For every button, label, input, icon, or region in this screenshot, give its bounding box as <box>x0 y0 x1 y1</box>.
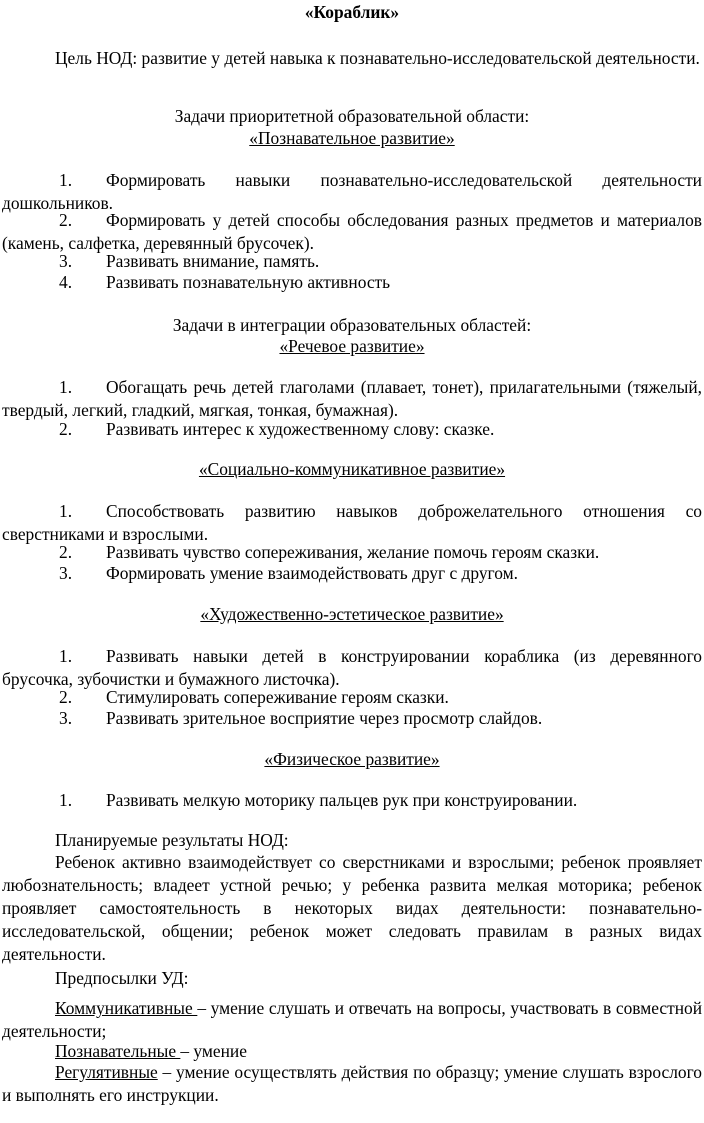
list-text: Развивать навыки детей в конструировании кораблика (из деревянного брусочка, зубочистки и бумажного листочка). <box>2 646 702 689</box>
list-item <box>2 645 702 691</box>
prerequisite-text: – умение осуществлять действия по образцу; умение слушать взрослого и выполнять его инструкции. <box>2 1062 702 1105</box>
list-number: 1. <box>59 501 73 521</box>
results-paragraph: Ребенок активно взаимодействует со сверстниками и взрослыми; ребенок проявляет любознательность; владеет устной речью; у ребенка развита мелкая моторика; ребенок проявляет самостоятельность в некоторых видах деятельности: познавательно-исследовательской, общении; ребенок может следовать правилам в разных видах деятельности. <box>2 852 702 964</box>
prerequisite-cognitive <box>2 1040 702 1063</box>
prerequisites-heading: Предпосылки УД: <box>55 968 189 988</box>
list-item <box>2 271 702 294</box>
goal-paragraph: Цель НОД: развитие у детей навыка к познавательно-исследовательской деятельности. <box>55 48 700 68</box>
list-number: 1. <box>59 170 73 190</box>
list-item <box>2 250 702 273</box>
social-area: «Социально-коммуникативное развитие» <box>198 459 506 479</box>
list-text: Развивать познавательную активность <box>106 272 391 292</box>
results-heading: Планируемые результаты НОД: <box>55 830 289 850</box>
list-text: Стимулировать сопереживание героям сказки. <box>106 687 449 707</box>
prerequisite-label: Регулятивные <box>55 1062 158 1082</box>
physical-area: «Физическое развитие» <box>264 749 440 769</box>
list-item <box>2 707 702 730</box>
list-number: 2. <box>59 687 73 707</box>
art-area: «Художественно-эстетическое развитие» <box>200 604 504 624</box>
prerequisite-label: Познавательные <box>55 1041 181 1061</box>
list-item <box>2 541 702 564</box>
list-number: 1. <box>59 646 73 666</box>
list-number: 3. <box>59 251 73 271</box>
list-item <box>2 209 702 255</box>
list-text: Развивать внимание, память. <box>106 251 320 271</box>
priority-area: «Познавательное развитие» <box>249 128 455 148</box>
list-text: Формировать у детей способы обследования разных предметов и материалов (камень, салфетка, деревянный брусочек). <box>2 210 702 253</box>
prerequisite-text: – умение слушать и отвечать на вопросы, участвовать в совместной деятельности; <box>2 998 702 1041</box>
prerequisite-label: Коммуникативные <box>55 998 198 1018</box>
list-number: 2. <box>59 210 73 230</box>
list-number: 1. <box>59 790 73 810</box>
prerequisite-communicative <box>2 997 702 1043</box>
list-text: Развивать чувство сопереживания, желание помочь героям сказки. <box>106 542 600 562</box>
list-text: Развивать интерес к художественному слову: сказке. <box>106 419 495 439</box>
list-text: Развивать зрительное восприятие через просмотр слайдов. <box>106 708 543 728</box>
list-number: 3. <box>59 563 73 583</box>
list-number: 1. <box>59 377 73 397</box>
integration-heading: Задачи в интеграции образовательных областей: <box>172 315 532 335</box>
list-text: Формировать умение взаимодействовать друг с другом. <box>106 563 518 583</box>
list-item <box>2 418 702 441</box>
list-item <box>2 686 702 709</box>
list-item <box>2 500 702 546</box>
list-text: Способствовать развитию навыков доброжелательного отношения со сверстниками и взрослыми. <box>2 501 702 544</box>
list-item <box>2 789 702 812</box>
list-number: 3. <box>59 708 73 728</box>
priority-heading: Задачи приоритетной образовательной области: <box>174 106 530 126</box>
list-text: Развивать мелкую моторику пальцев рук при конструировании. <box>106 790 578 810</box>
list-number: 2. <box>59 542 73 562</box>
list-item <box>2 376 702 422</box>
list-number: 2. <box>59 419 73 439</box>
prerequisite-regulative <box>2 1061 702 1107</box>
document-title: «Кораблик» <box>304 2 400 22</box>
list-text: Формировать навыки познавательно-исследовательской деятельности дошкольников. <box>2 170 702 213</box>
list-number: 4. <box>59 272 73 292</box>
list-text: Обогащать речь детей глаголами (плавает, тонет), прилагательными (тяжелый, твердый, легкий, гладкий, мягкая, тонкая, бумажная). <box>2 377 702 420</box>
speech-area: «Речевое развитие» <box>279 336 425 356</box>
list-item <box>2 562 702 585</box>
prerequisite-text: – умение <box>180 1041 247 1061</box>
